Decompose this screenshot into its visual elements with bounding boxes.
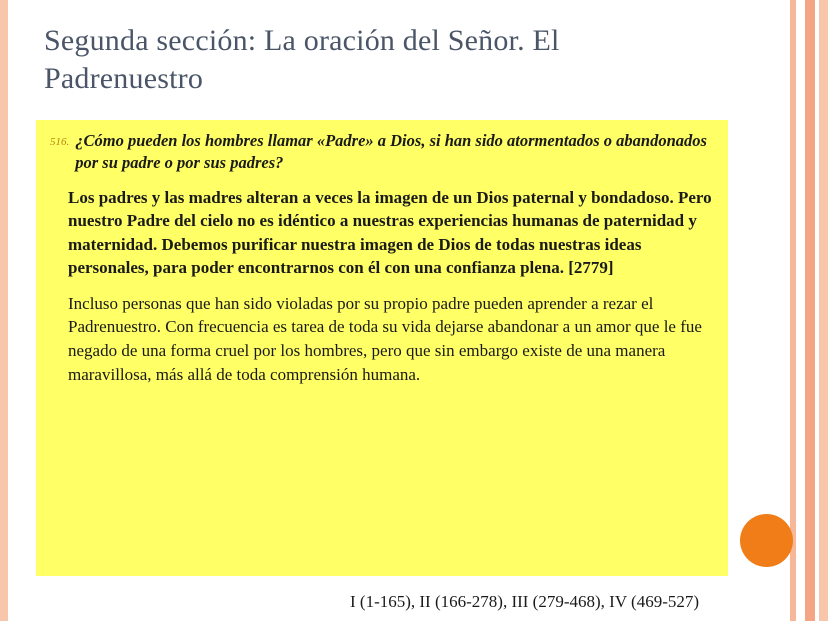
question-text: ¿Cómo pueden los hombres llamar «Padre» a Dios, si han sido atormentados o abandonados por su padre o por sus padres? [75,131,707,172]
page-title: Segunda sección: La oración del Señor. El Padrenuestro [44,24,560,96]
question-block [50,130,712,174]
answer-primary: Los padres y las madres alteran a veces la imagen de un Dios paternal y bondadoso. Pero nuestro Padre del cielo no es idéntico a nuestras experiencias humanas de paternidad y maternidad. Debemos purificar nuestra imagen de Dios de todas nuestras ideas personales, para poder encontrarnos con él con una confianza plena. [2779] [68,187,712,278]
decorative-circle [740,514,793,567]
decorative-right-bar-2 [796,0,805,621]
decorative-left-bar-outer [0,0,8,621]
answer-secondary: Incluso personas que han sido violadas por su propio padre pueden aprender a rezar el Padrenuestro. Con frecuencia es tarea de toda su vida dejarse abandonar a un amor que le fue negado de una forma cruel por los hombres, pero que sin embargo existe de una manera maravillosa, más allá de toda comprensión humana. [68,293,702,385]
decorative-right-bar-3 [805,0,815,621]
footer-reference: I (1-165), II (166-278), III (279-468), IV (469-527) [350,592,700,611]
decorative-left-bar-inner [8,0,13,621]
question-number: 516. [50,136,70,148]
highlighted-content-box [36,120,728,576]
decorative-right-bar-5 [819,0,828,621]
